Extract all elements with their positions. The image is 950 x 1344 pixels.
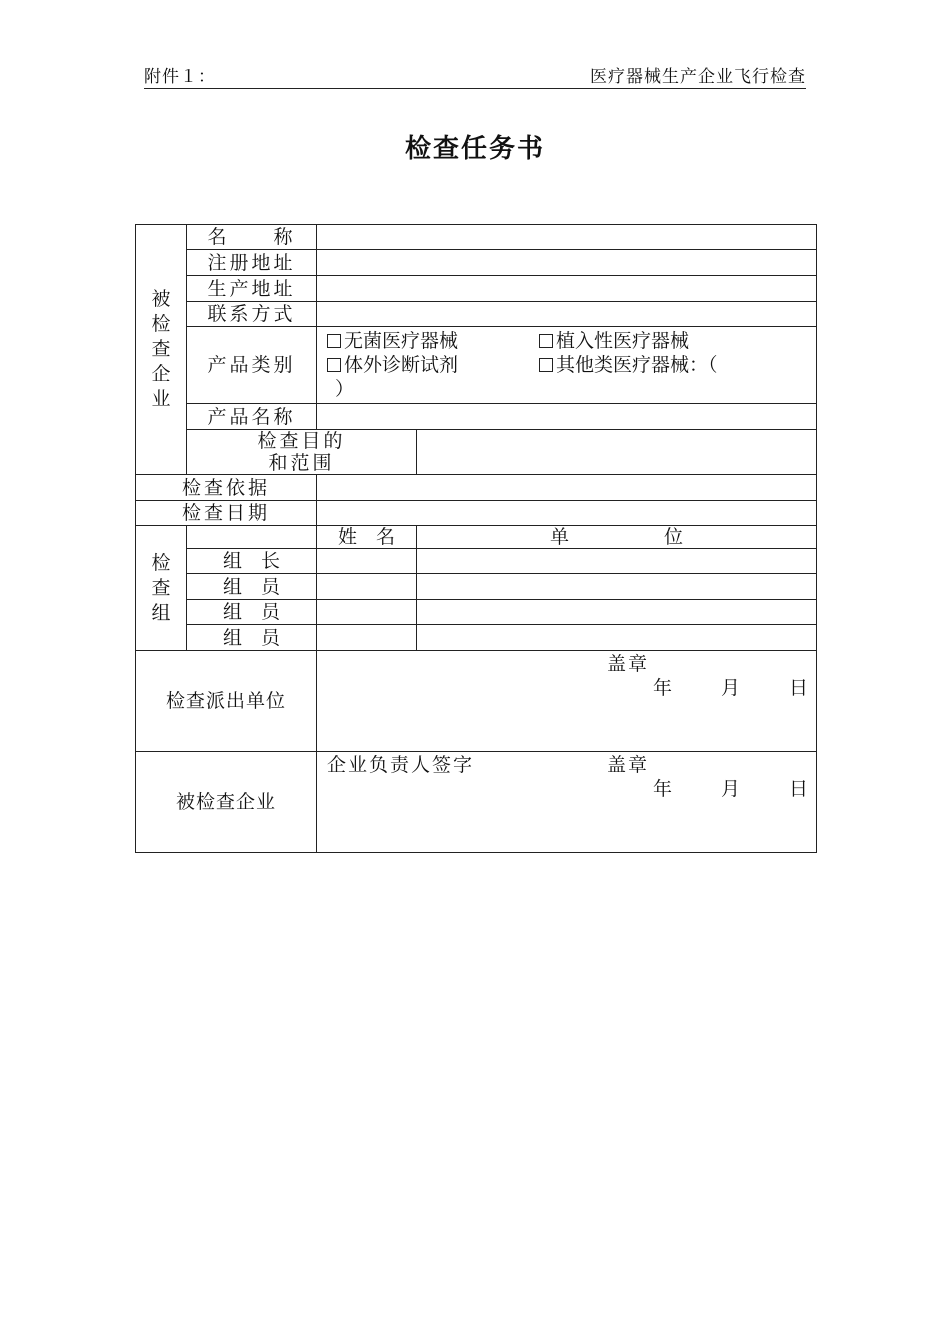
inspected-seal-text: 盖章 [607,754,650,776]
header-doc-title: 医疗器械生产企业飞行检查 [590,67,806,87]
inspected-enterprise-label: 被检查企业 [136,752,317,853]
team-leader-label: 组 长 [187,549,317,574]
team-member-label: 组 员 [187,574,317,600]
basis-field[interactable] [317,475,817,501]
page-header [144,66,806,89]
leader-unit-field[interactable] [417,549,817,574]
checkbox-icon[interactable] [327,334,341,348]
category-implant[interactable]: 植入性医疗器械 [539,329,689,353]
name-field[interactable] [317,225,817,250]
contact-label: 联系方式 [187,302,317,327]
enterprise-group-label: 被 检 查 企 业 [136,225,187,475]
category-ivd[interactable]: 体外诊断试剂 [327,353,539,377]
inspected-date: 年 月 日 [653,778,808,800]
attachment-label: 附件１： [144,67,216,87]
member2-unit-field[interactable] [417,600,817,625]
signature-label: 企业负责人签字 [327,754,475,776]
checkbox-icon[interactable] [539,334,553,348]
date-label: 检查日期 [136,501,317,526]
inspection-form-table [135,224,817,853]
dispatch-seal-area[interactable] [317,651,817,752]
member3-unit-field[interactable] [417,625,817,651]
member2-name-field[interactable] [317,600,417,625]
member1-unit-field[interactable] [417,574,817,600]
date-field[interactable] [317,501,817,526]
member1-name-field[interactable] [317,574,417,600]
category-sterile[interactable]: 无菌医疗器械 [327,329,539,353]
inspected-seal-area[interactable] [317,752,817,853]
prod-address-label: 生产地址 [187,276,317,302]
category-other[interactable]: 其他类医疗器械：（ [539,353,718,377]
purpose-field[interactable] [417,430,817,475]
team-name-header: 姓 名 [317,526,417,549]
purpose-label: 检查目的 和范围 [187,430,417,475]
product-name-label: 产品名称 [187,404,317,430]
name-label: 名 称 [187,225,317,250]
category-options [317,327,817,404]
category-other-close: ） [335,378,355,400]
basis-label: 检查依据 [136,475,317,501]
contact-field[interactable] [317,302,817,327]
team-unit-header: 单 位 [417,526,817,549]
checkbox-icon[interactable] [539,358,553,372]
team-member-label: 组 员 [187,600,317,625]
dispatch-date: 年 月 日 [653,677,808,699]
reg-address-label: 注册地址 [187,250,317,276]
document-title: 检查任务书 [404,134,545,164]
checkbox-icon[interactable] [327,358,341,372]
team-header-blank [187,526,317,549]
category-label: 产品类别 [187,327,317,404]
team-group-label: 检 查 组 [136,526,187,651]
reg-address-field[interactable] [317,250,817,276]
team-member-label: 组 员 [187,625,317,651]
leader-name-field[interactable] [317,549,417,574]
member3-name-field[interactable] [317,625,417,651]
prod-address-field[interactable] [317,276,817,302]
product-name-field[interactable] [317,404,817,430]
dispatch-seal-text: 盖章 [607,653,650,675]
dispatch-unit-label: 检查派出单位 [136,651,317,752]
